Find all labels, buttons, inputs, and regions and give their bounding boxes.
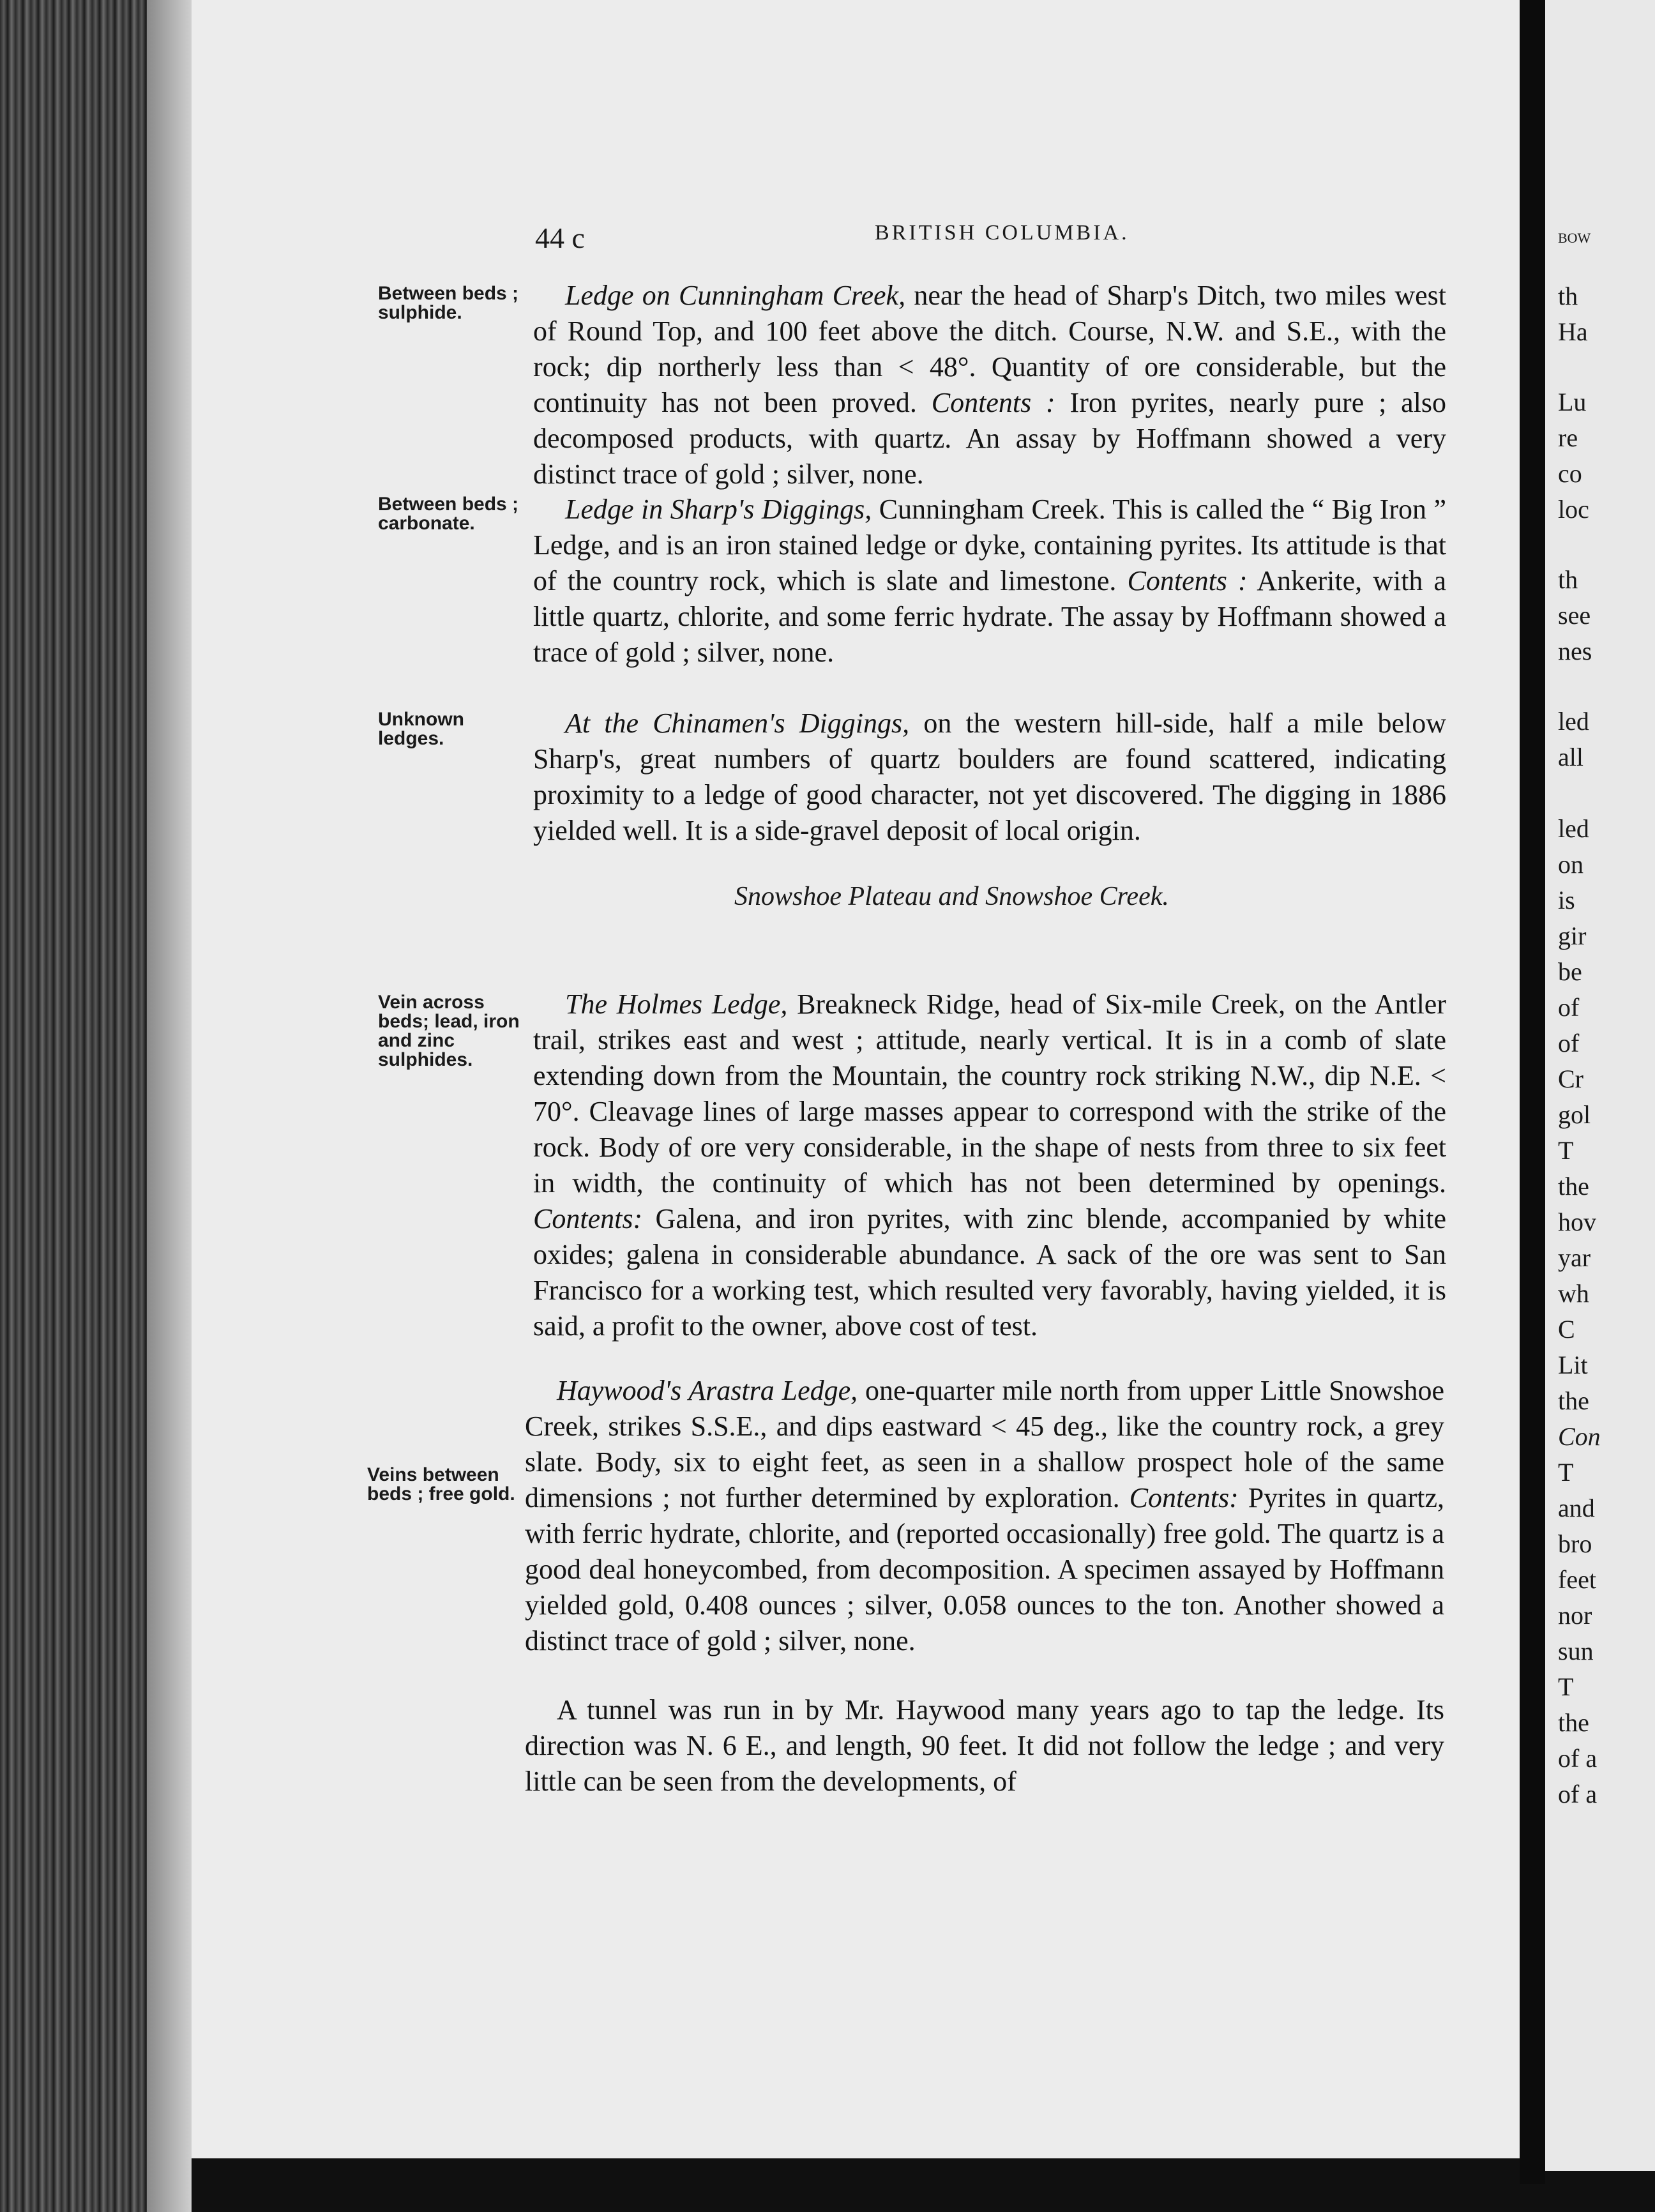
facing-line: Lit xyxy=(1558,1351,1588,1379)
facing-line: of xyxy=(1558,993,1580,1022)
facing-line: gir xyxy=(1558,921,1587,950)
margin-note: Veins between beds ; free gold. xyxy=(367,1464,515,1504)
facing-line: T xyxy=(1558,1672,1574,1701)
section-heading: Snowshoe Plateau and Snowshoe Creek. xyxy=(734,882,1169,911)
facing-line: be xyxy=(1558,957,1582,986)
paragraph-title: Ledge on Cunningham Creek, xyxy=(565,280,906,311)
facing-line: th xyxy=(1558,282,1578,310)
book-gutter xyxy=(1520,0,1545,2184)
facing-line: led xyxy=(1558,707,1589,736)
margin-note: Vein across beds; lead, iron and zinc sulphides. xyxy=(378,992,520,1070)
facing-line: Cr xyxy=(1558,1064,1583,1093)
facing-line: led xyxy=(1558,814,1589,843)
paragraph-title: Ledge in Sharp's Diggings, xyxy=(565,494,872,525)
facing-line: bro xyxy=(1558,1529,1592,1558)
paragraph: Ledge on Cunningham Creek, near the head of Sharp's Ditch, two miles west of Round Top, and 100 feet above the ditch. Course, N.W. and S.E., with the rock; dip northerly less than < 48°. Quantity of ore considerable, but the continuity has not been proved. Contents : Iron pyrites, nearly pure ; also decomposed products, with quartz. An assay by Hoffmann showed a very distinct trace of gold ; silver, none. xyxy=(533,280,1447,490)
page-number: 44 c xyxy=(535,222,585,254)
facing-line: loc xyxy=(1558,495,1589,524)
facing-line: nes xyxy=(1558,637,1592,665)
facing-line: of a xyxy=(1558,1780,1598,1808)
facing-line: the xyxy=(1558,1386,1589,1415)
facing-line: sun xyxy=(1558,1637,1594,1665)
facing-line: feet xyxy=(1558,1565,1596,1594)
facing-line: of xyxy=(1558,1029,1580,1057)
running-title: BRITISH COLUMBIA. xyxy=(875,221,1130,245)
facing-line: Ha xyxy=(1558,317,1588,346)
paragraph-title: Haywood's Arastra Ledge, xyxy=(557,1375,858,1406)
book-binding-edge xyxy=(0,0,192,2212)
facing-line: th xyxy=(1558,565,1578,594)
facing-line: C xyxy=(1558,1315,1575,1344)
facing-line: all xyxy=(1558,743,1583,771)
facing-line: and xyxy=(1558,1494,1595,1522)
paragraph: The Holmes Ledge, Breakneck Ridge, head of Six-mile Creek, on the Antler trail, strikes east and west ; attitude, nearly vertical. It is in a comb of slate extending down from the Mountain, the country rock striking N.W., dip N.E. < 70°. Cleavage lines of large masses appear to correspond with the strike of the rock. Body of ore very considerable, in the shape of nests from three to six feet in width, the continuity of which has not been determined by openings. Contents: Galena, and iron pyrites, with zinc blende, accompanied by white oxides; galena in considerable abundance. A sack of the ore was sent to San Francisco for a working test, which resulted very favorably, having yielded, it is said, a profit to the owner, above cost of test. xyxy=(533,989,1446,1342)
facing-line: on xyxy=(1558,850,1583,879)
paragraph: A tunnel was run in by Mr. Haywood many years ago to tap the ledge. Its direction was N. 6 E., and length, 90 feet. It did not follow the ledge ; and very little can be seen from the developments, of xyxy=(525,1694,1444,1797)
facing-line: hov xyxy=(1558,1208,1596,1236)
paragraph-title: The Holmes Ledge, xyxy=(565,989,788,1020)
margin-note: Unknown ledges. xyxy=(378,709,464,749)
facing-header-fragment: BOW xyxy=(1558,230,1591,246)
facing-line: is xyxy=(1558,886,1575,914)
facing-line: gol xyxy=(1558,1100,1591,1129)
facing-line: see xyxy=(1558,601,1591,630)
facing-line: Lu xyxy=(1558,388,1587,416)
facing-line: the xyxy=(1558,1172,1589,1201)
paragraph: Haywood's Arastra Ledge, one-quarter mile north from upper Little Snowshoe Creek, strikes S.S.E., and dips eastward < 45 deg., like the country rock, a grey slate. Body, six to eight feet, as seen in a shallow prospect hole of the same dimensions ; not further determined by exploration. Contents: Pyrites in quartz, with ferric hydrate, chlorite, and (reported occasionally) free gold. The quartz is a good deal honeycombed, from decomposition. A specimen assayed by Hoffmann yielded gold, 0.408 ounces ; silver, 0.058 ounces to the ton. Another showed a distinct trace of gold ; silver, none. xyxy=(525,1375,1445,1656)
paragraph: Ledge in Sharp's Diggings, Cunningham Creek. This is called the “ Big Iron ” Ledge, and is an iron stained ledge or dyke, containing pyrites. Its attitude is that of the country rock, which is slate and limestone. Contents : Ankerite, with a little quartz, chlorite, and some ferric hydrate. The assay by Hoffmann showed a trace of gold ; silver, none. xyxy=(533,494,1447,668)
facing-line: the xyxy=(1558,1708,1589,1737)
facing-line: re xyxy=(1558,423,1578,452)
facing-line: wh xyxy=(1558,1279,1589,1308)
paragraph: At the Chinamen's Diggings, on the western hill-side, half a mile below Sharp's, great numbers of quartz boulders are found scattered, indicating proximity to a ledge of good character, not yet discovered. The digging in 1886 yielded well. It is a side-gravel deposit of local origin. xyxy=(533,708,1446,846)
margin-note: Between beds ; sulphide. xyxy=(378,283,519,323)
margin-note: Between beds ; carbonate. xyxy=(378,494,519,534)
facing-page xyxy=(1545,0,1655,2171)
facing-line: of a xyxy=(1558,1744,1598,1773)
facing-line: T xyxy=(1558,1458,1574,1487)
facing-line: co xyxy=(1558,459,1582,488)
facing-line: T xyxy=(1558,1136,1574,1165)
paragraph-title: At the Chinamen's Diggings, xyxy=(565,708,910,739)
facing-line: nor xyxy=(1558,1601,1592,1630)
facing-line: yar xyxy=(1558,1243,1591,1272)
facing-line: Con xyxy=(1558,1422,1601,1451)
